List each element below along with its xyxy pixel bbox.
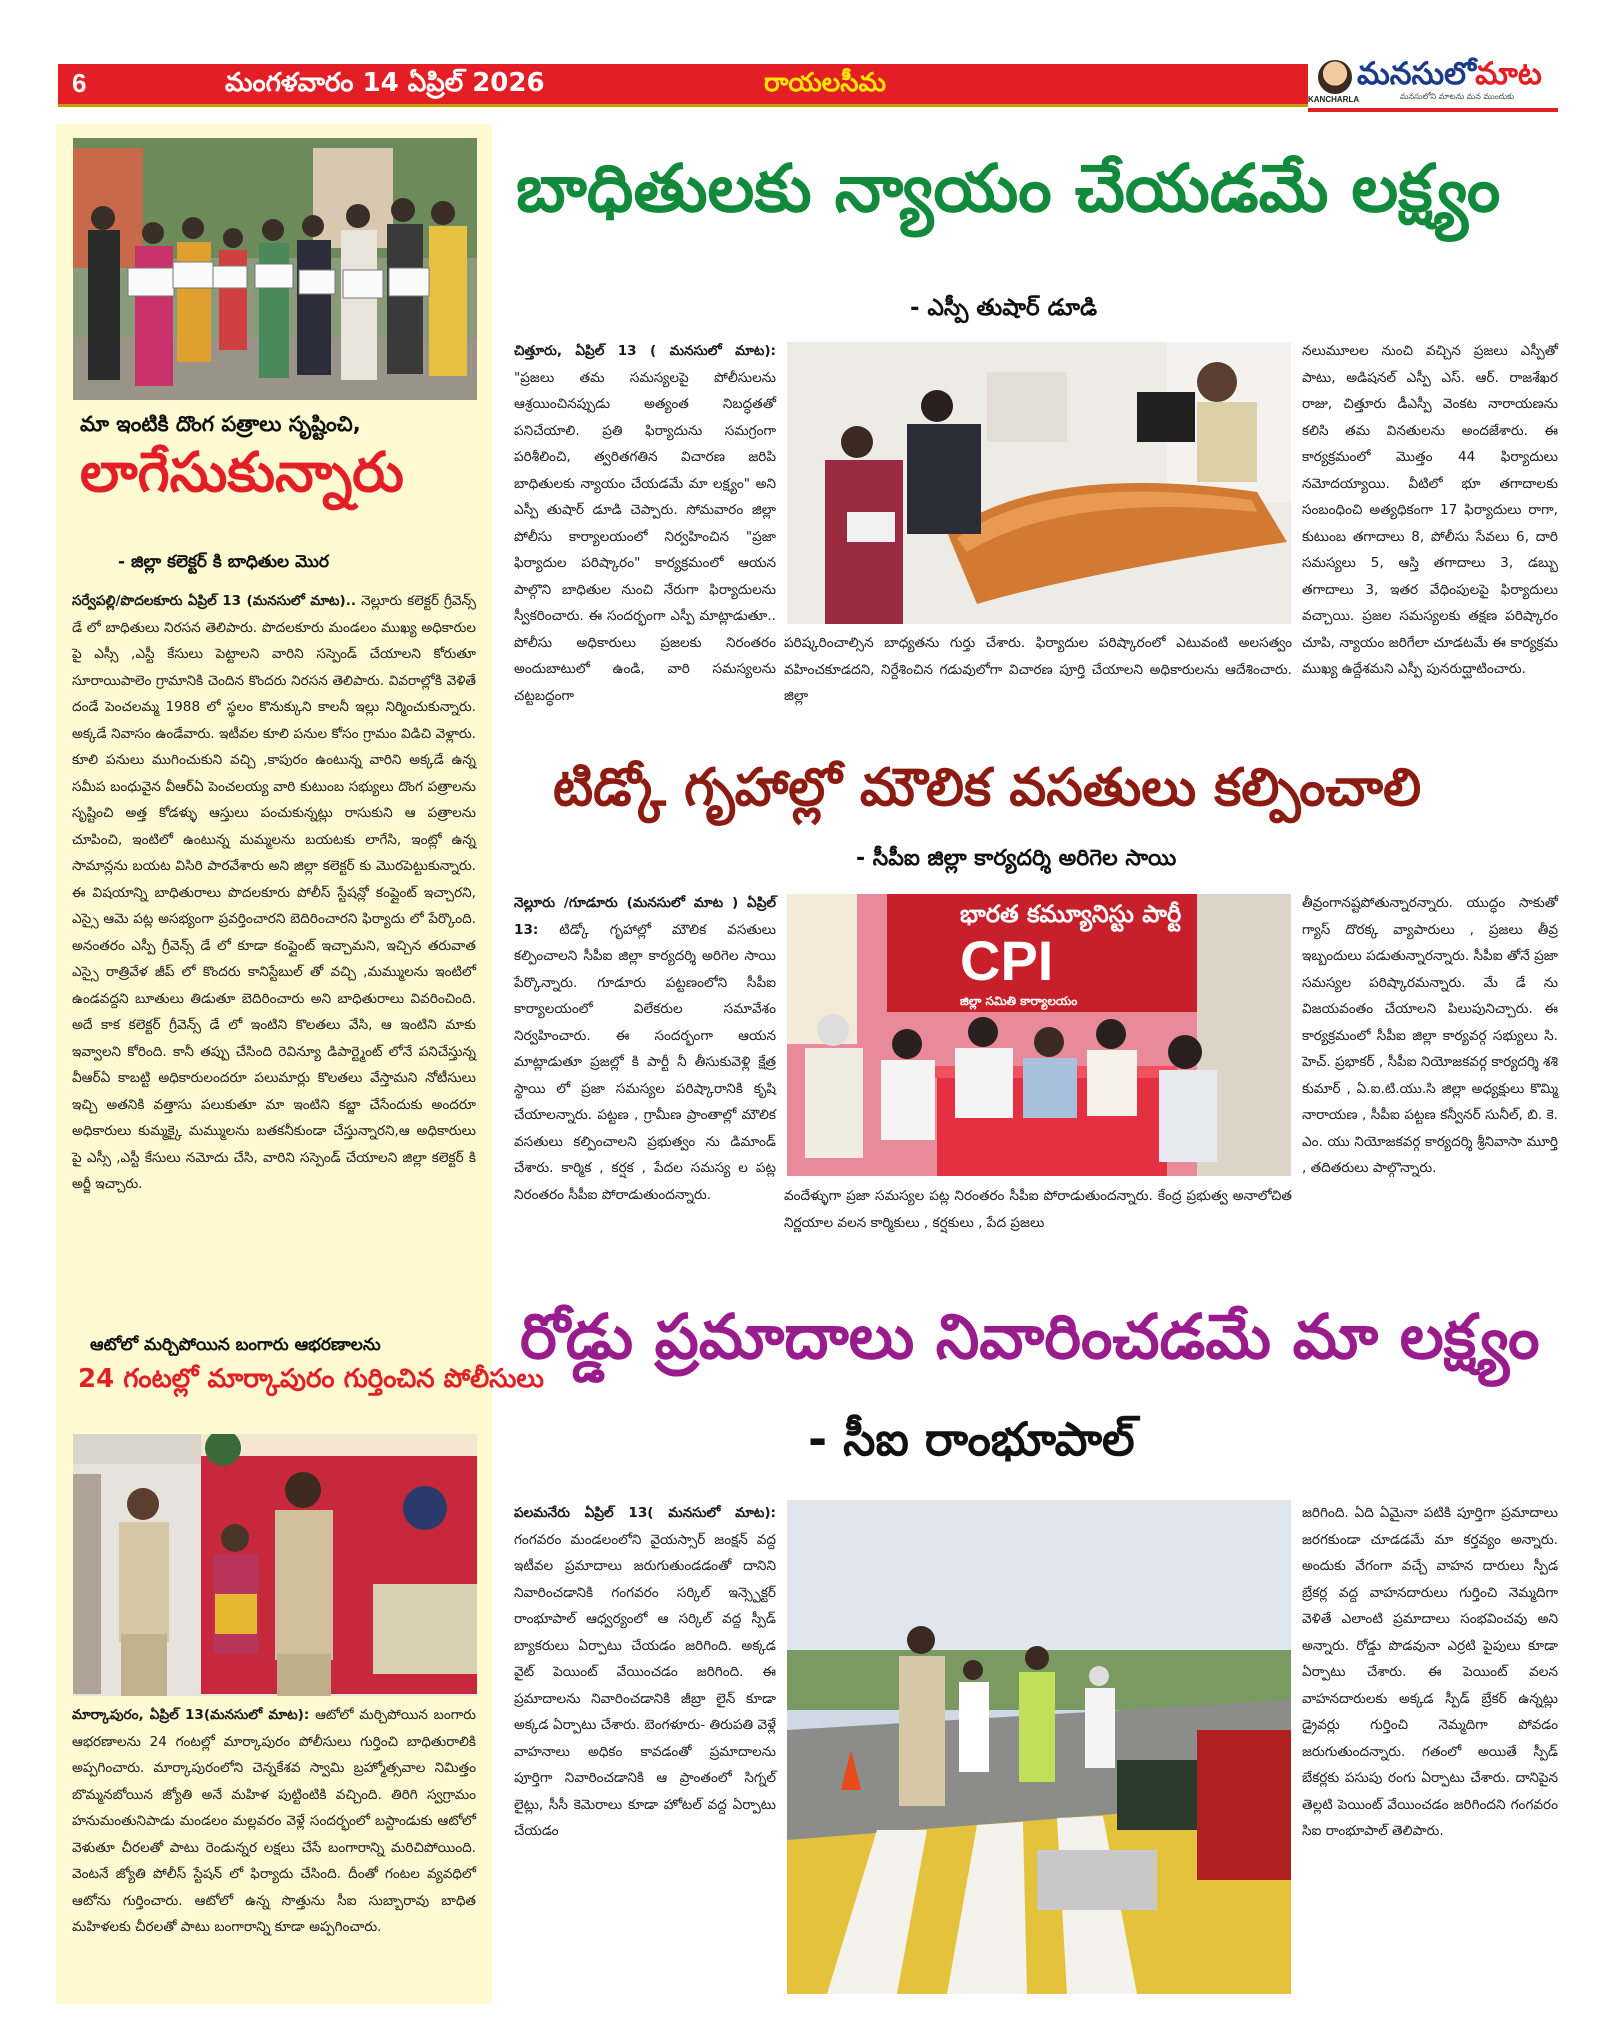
cpi-col3 bbox=[1302, 890, 1558, 1182]
logo-part-1: మనసులో bbox=[1357, 56, 1476, 92]
sp-byline: - ఎస్పీ తుషార్ డూడి bbox=[910, 295, 1098, 321]
cpi-byline: - సీపీఐ జిల్లా కార్యదర్శి అరిగెల సాయి bbox=[856, 846, 1177, 871]
story2-headline: 24 గంటల్లో మార్కాపురం గుర్తించిన పోలీసులు bbox=[78, 1364, 544, 1394]
story1-byline: - జిల్లా కలెక్టర్ కి బాధితుల మొర bbox=[118, 552, 329, 572]
story2-kicker: ఆటోలో మర్చిపోయిన బంగారు ఆభరణాలను bbox=[90, 1335, 381, 1355]
cpi-col1-text: టిడ్కో గృహాల్లో మౌలిక వసతులు కల్పించాలని సీపీఐ జిల్లా కార్యదర్శి అరిగెల సాయి పేర్కొన్నారు. గూడూరు పట్టణంలోని సీపీఐ కార్యాలయంలో విలేకరుల సమావేశం నిర్వహించారు. ఈ సందర్భంగా ఆయన మాట్లాడుతూ ప్రజల్లో కి పార్టీ నీ తీసుకువెళ్లి క్షేత్ర స్థాయి లో ప్రజా సమస్యల పరిష్కారానికి కృషి చేయాలన్నారు. పట్టణ , గ్రామీణ ప్రాంతాల్లో మౌలిక వసతులు కల్పించాలని ప్రభుత్వం ను డిమాండ్ చేశారు. కార్మిక , కర్షక , పేదల సమస్య ల పట్ల నిరంతరం సీపీఐ పోరాడుతుందన్నారు. bbox=[514, 921, 776, 1203]
story1-dateline: సర్వేపల్లి/పొదలకూరు ఏప్రిల్ 13 (మనసులో మాట).. bbox=[72, 593, 357, 609]
story1-text: నెల్లూరు కలెక్టర్ గ్రీవెన్స్ డే లో బాధితులు నిరసన తెలిపారు. పొదలకూరు మండలం ముఖ్య అధికారుల పై ఎస్సీ ,ఎస్టీ కేసులు పెట్టాలని వారిని సస్పెండ్ చేయాలని కోరుతూ సూరాయిపాలెం గ్రామానికి చెందిన కొందరు నిరసన తెలిపారు. వివరాల్లోకి వెళితే దండే పెంచలమ్మ 1988 లో స్థలం కొనుక్కుని కాలనీ ఇల్లు నిర్మించుకున్నారు. అక్కడే నివాసం ఉండేవారు. ఇటీవల కూలి పనుల కోసం గ్రామం విడిచి వెళ్లారు. కూలి పనులు ముగించుకుని వచ్చి ,కాపురం ఉంటున్న వారిని అక్కడే ఉన్న సమీప బంధువైన వీఆర్ఏ పెంచలయ్య వారి కుటుంబ సభ్యులు దొంగ పత్రాలను సృష్టించి అత్త కోడళ్ళు ఆస్తులు పంచుకున్నట్లు రాసుకుని ఆ పత్రాలను చూపించి, ఇంటిలో ఉంటున్న మమ్మలను బయటకు లాగేసి, ఇంట్లో ఉన్న సామాన్లను బయట విసిరి పారవేశారు అని జిల్లా కలెక్టర్ కు మొరపెట్టుకున్నారు. ఈ విషయాన్ని బాధితురాలు పొదలకూరు పోలీస్ స్టేషన్లో కంప్లైంట్ ఇచ్చారని, ఎస్సై ఆమె పట్ల అసభ్యంగా ప్రవర్తించారని బెదిరించారని ఫిర్యాదు లో పేర్కొంది. అనంతరం ఎస్పీ గ్రీవెన్స్ డే లో కూడా కంప్లైంట్ ఇచ్చామని, ఇచ్చిన తరువాత ఎస్సై రాత్రివేళ జీప్ లో కొందరు కానిస్టేబుల్ తో వచ్చి ,మమ్ములను ఇంటిలో ఉండవద్దని బూతులు తిడుతూ బెదిరించారు అని బాధితురాలు వివరించింది. అదే కాక కలెక్టర్ గ్రీవెన్స్ డే లో ఇంటిని కొలతలు వేసి, ఆ ఇంటిని మాకు ఇవ్వాలని కోరింది. కానీ తప్పు చేసింది రెవిన్యూ డిపార్ట్మెంట్ లోనే పనిచేస్తున్న వీఆర్ఏ కాబట్టి అధికారులందరూ పలుమార్లు కొలతలు వేస్తామని నోటీసులు ఇచ్చి అతనికి వత్తాసు పలుకుతూ మా ఇంటిని కబ్జా చేసేందుకు అందరూ అధికారులు కుమ్మక్కై మమ్ములను బతకనీకుండా చేస్తున్నారని,ఆ అధికారులు పై ఎస్సీ ,ఎస్టీ కేసులు నమోదు చేసి, వారిని సస్పెండ్ చేయాలని జిల్లా కలెక్టర్ కి అర్జీ ఇచ్చారు. bbox=[72, 593, 476, 1192]
ci-byline: - సీఐ రాంభూపాల్ bbox=[808, 1412, 1135, 1466]
ci-col2 bbox=[1302, 1500, 1558, 1845]
brand-tagline: మనసులోని మాటను మన ముందుకు bbox=[1400, 92, 1515, 101]
cpi-col2-text: వందేళ్ళుగా ప్రజా సమస్యల పట్ల నిరంతరం సీపీఐ పోరాడుతుందన్నారు. కేంద్ర ప్రభుత్వ అనాలోచిత నిర్ణయాల వలన కార్మికులు , కర్షకులు , పేద ప్రజలు bbox=[784, 1188, 1292, 1231]
sp-dateline: చిత్తూరు, ఏప్రిల్ 13 ( మనసులో మాట): bbox=[514, 343, 776, 359]
sp-headline: బాధితులకు న్యాయం చేయడమే లక్ష్యం bbox=[516, 150, 1501, 227]
story1-headline: లాగేసుకున్నారు bbox=[80, 440, 404, 504]
brand-founder: KANCHARLA bbox=[1308, 95, 1360, 104]
issue-date: మంగళవారం 14 ఏప్రిల్ 2026 bbox=[225, 68, 545, 98]
cpi-col1 bbox=[514, 890, 776, 1208]
sp-col1 bbox=[514, 338, 776, 709]
protest-photo bbox=[73, 138, 477, 400]
sp-col2 bbox=[784, 630, 1292, 710]
sp-col3-text: నలుమూలల నుంచి వచ్చిన ప్రజలు ఎస్పీతో పాటు, అడిషనల్ ఎస్పీ ఎస్. ఆర్. రాజశేఖర రాజు, చిత్తూరు డీఎస్పీ వెంకట నారాయణను కలిసి తమ వినతులను అందజేశారు. ఈ కార్యక్రమంలో మొత్తం 44 ఫిర్యాదులు నమోదయ్యాయి. వీటిలో భూ తగాదాలకు సంబంధించి అత్యధికంగా 17 ఫిర్యాదులు రాగా, కుటుంబ తగాదాలు 8, పోలీసు సేవలు 6, దారి సమస్యలు 5, ఆస్తి తగాదాలు 3, డబ్బు తగాదాలు 3, ఇతర వేధింపులపై ఫిర్యాదులు వచ్చాయి. ప్రజల సమస్యలకు తక్షణ పరిష్కారం చూపి, న్యాయం జరిగేలా చూడటమే ఈ కార్యక్రమ ముఖ్య ఉద్దేశమని ఎస్పీ పునరుద్ఘాటించారు. bbox=[1302, 343, 1558, 677]
cpi-col3-text: తీవ్రంగానష్టపోతున్నారన్నారు. యుద్ధం సాకుతో గ్యాస్ దొరక్క వ్యాపారులు , ప్రజలు తీవ్ర ఇబ్బందులు పడుతున్నారన్నారు. సీపీఐ తోనే ప్రజా సమస్యల పరిష్కారమన్నారు. మే డే ను విజయవంతం చేయాలని పిలుపునిచ్చారు. ఈ కార్యక్రమంలో సీపీఐ జిల్లా కార్యవర్గ సభ్యులు సి. హెచ్. ప్రభాకర్ , సీపీఐ నియోజకవర్గ కార్యదర్శి శశి కుమార్ , ఏ.ఐ.టి.యు.సి జిల్లా అధ్యక్షులు కొమ్మి నారాయణ , సీపీఐ పట్టణ కన్వీనర్ సునీల్, బి. కె. ఎం. యు నియోజకవర్గ కార్యదర్శి శ్రీనివాసా మూర్తి , తదితరులు పాల్గొన్నారు. bbox=[1302, 895, 1558, 1176]
ci-dateline: పలమనేరు ఏప్రిల్ 13( మనసులో మాట): bbox=[514, 1505, 776, 1521]
ci-headline: రోడ్డు ప్రమాదాలు నివారించడమే మా లక్ష్యం bbox=[520, 1300, 1540, 1373]
cpi-headline: టిడ్కో గృహాల్లో మౌలిక వసతులు కల్పించాలి bbox=[553, 758, 1422, 818]
founder-portrait-icon bbox=[1318, 60, 1352, 94]
ci-col2-text: జరిగింది. ఏది ఏమైనా పటికి పూర్తిగా ప్రమాదాలు జరగకుండా చూడడమే మా కర్తవ్యం అన్నారు. అందుకు వేగంగా వచ్చే వాహన దారులు స్పీడ బ్రేకర్ల వద్ద వాహనదారులు గుర్తించి నెమ్మదిగా వెళితే ఎలాంటి ప్రమాదాలు సంభవించవు అని అన్నారు. రోడ్డు పొడవునా ఎర్రటి పైపులు కూడా ఏర్పాటు చేశారు. ఈ పెయింట్ వలన వాహనదారులకు అక్కడ స్పీడ్ బ్రేకర్ ఉన్నట్లు డ్రైవర్లు గుర్తించి నెమ్మదిగా పోవడం జరుగుతుందన్నారు. గతంలో అయితే స్పీడ్ బేకర్లకు పసుపు రంగు ఏర్పాటు చేశారు. దానిపైన తెల్లటి పెయింట్ వేయించడం జరిగిందని గంగవరం సిఐ రాంభూపాల్ తెలిపారు. bbox=[1302, 1505, 1558, 1839]
logo-part-2: మాట bbox=[1475, 56, 1542, 92]
cpi-banner-bottom: జిల్లా సమితి కార్యాలయం bbox=[960, 994, 1078, 1008]
ci-col1-text: గంగవరం మండలంలోని వైయస్సార్ జంక్షన్ వద్ద ఇటీవల ప్రమాదాలు జరుగుతుండడంతో దానిని నివారించడానికి గంగవరం సర్కిల్ ఇన్స్పెక్టర్ రాంభూపాల్ ఆధ్వర్యంలో ఆ సర్కిల్ వద్ద స్పీడ్ బ్యాకరులు ఏర్పాటు చేయడం జరిగింది. అక్కడ వైట్ పెయింట్ వేయించడం జరిగింది. ఈ ప్రమాదాలను నివారించడానికి జీబ్రా లైన్ కూడా అక్కడ ఏర్పాటు చేశారు. బెంగళూరు- తిరుపతి వెళ్లే వాహనాలు అధికం కావడంతో ప్రమాదాలను పూర్తిగా నివారించడానికి ఆ ప్రాంతంలో సిగ్నల్ లైట్లు, సీసీ కెమెరాలు కూడా హోటల్ వద్ద ఏర్పాటు చేయడం bbox=[514, 1531, 776, 1839]
story2-dateline: మార్కాపురం, ఏప్రిల్ 13(మనసులో మాట): bbox=[72, 1707, 310, 1723]
cpi-dateline: నెల్లూరు /గూడూరు (మనసులో మాట ) ఏప్రిల్ 13: bbox=[514, 895, 776, 938]
story1-kicker: మా ఇంటికి దొంగ పత్రాలు సృష్టించి, bbox=[80, 412, 361, 436]
sp-col3 bbox=[1302, 338, 1558, 683]
cpi-banner-main: CPI bbox=[960, 929, 1054, 992]
story2-text: ఆటోలో మర్చిపోయిన బంగారు ఆభరణాలను 24 గంటల్లో మార్కాపురం పోలీసులు గుర్తించి బాధితురాలికి అప్పగించారు. మార్కాపురంలోని చెన్నకేశవ స్వామి బ్రహ్మోత్సవాల నిమిత్తం బొమ్మనబోయిన జ్యోతి అనే మహిళ పుట్టింటికి వచ్చింది. తిరిగి స్వగ్రామం హనుమంతునిపాడు మండలం మల్లవరం వెళ్లే సందర్భంలో బస్టాండుకు ఆటోలో వెళుతూ చీరలతో పాటు రెండున్నర లక్షలు చేసే బంగారాన్ని మరిచిపోయింది. వెంటనే జ్యోతి పోలీస్ స్టేషన్ లో ఫిర్యాదు చేసింది. దీంతో గంటల వ్యవధిలో ఆటోను గుర్తించారు. ఆటోలో ఉన్న సొత్తును సీఐ సుబ్బారావు బాధిత మహిళలకు చీరలతో పాటు బంగారాన్ని కూడా అప్పగించారు. bbox=[72, 1707, 476, 1935]
cpi-banner-top: భారత కమ్యూనిస్టు పార్టీ bbox=[960, 900, 1182, 928]
police-handover-photo bbox=[73, 1434, 477, 1696]
story2-body bbox=[72, 1702, 476, 1941]
cpi-col2 bbox=[784, 1183, 1292, 1236]
ci-road-photo bbox=[787, 1500, 1291, 1994]
sp-col2-text: పరిష్కరించాల్సిన బాధ్యతను గుర్తు చేశారు. ఫిర్యాదుల పరిష్కారంలో ఎటువంటి అలసత్వం వహించకూడదని, నిర్దేశించిన గడువులోగా విచారణ పూర్తి చేయాలని అధికారులను ఆదేశించారు. జిల్లా bbox=[784, 635, 1292, 704]
page-number: 6 bbox=[72, 68, 87, 98]
ci-col1 bbox=[514, 1500, 776, 1845]
story1-body bbox=[72, 588, 476, 1198]
sp-col1-text: "ప్రజలు తమ సమస్యలపై పోలీసులను ఆశ్రయించినప్పుడు అత్యంత నిబద్ధతతో పనిచేయాలి. ప్రతి ఫిర్యాదును సమగ్రంగా పరిశీలించి, త్వరితగతిన విచారణ జరిపి బాధితులకు న్యాయం చేయడమే మా లక్ష్యం" అని ఎస్పీ తుషార్ డూడి చెప్పారు. సోమవారం జిల్లా పోలీసు కార్యాలయంలో నిర్వహించిన "ప్రజా ఫిర్యాదుల పరిష్కారం" కార్యక్రమంలో ఆయన పాల్గొని బాధితుల నుంచి నేరుగా ఫిర్యాదులను స్వీకరించారు. ఈ సందర్భంగా ఎస్పీ మాట్లాడుతూ.. పోలీసు అధికారులు ప్రజలకు నిరంతరం అందుబాటులో ఉండి, వారి సమస్యలను చట్టబద్ధంగా bbox=[514, 369, 776, 704]
section-name: రాయలసీమ bbox=[764, 68, 886, 98]
sp-grievance-photo bbox=[787, 342, 1291, 624]
